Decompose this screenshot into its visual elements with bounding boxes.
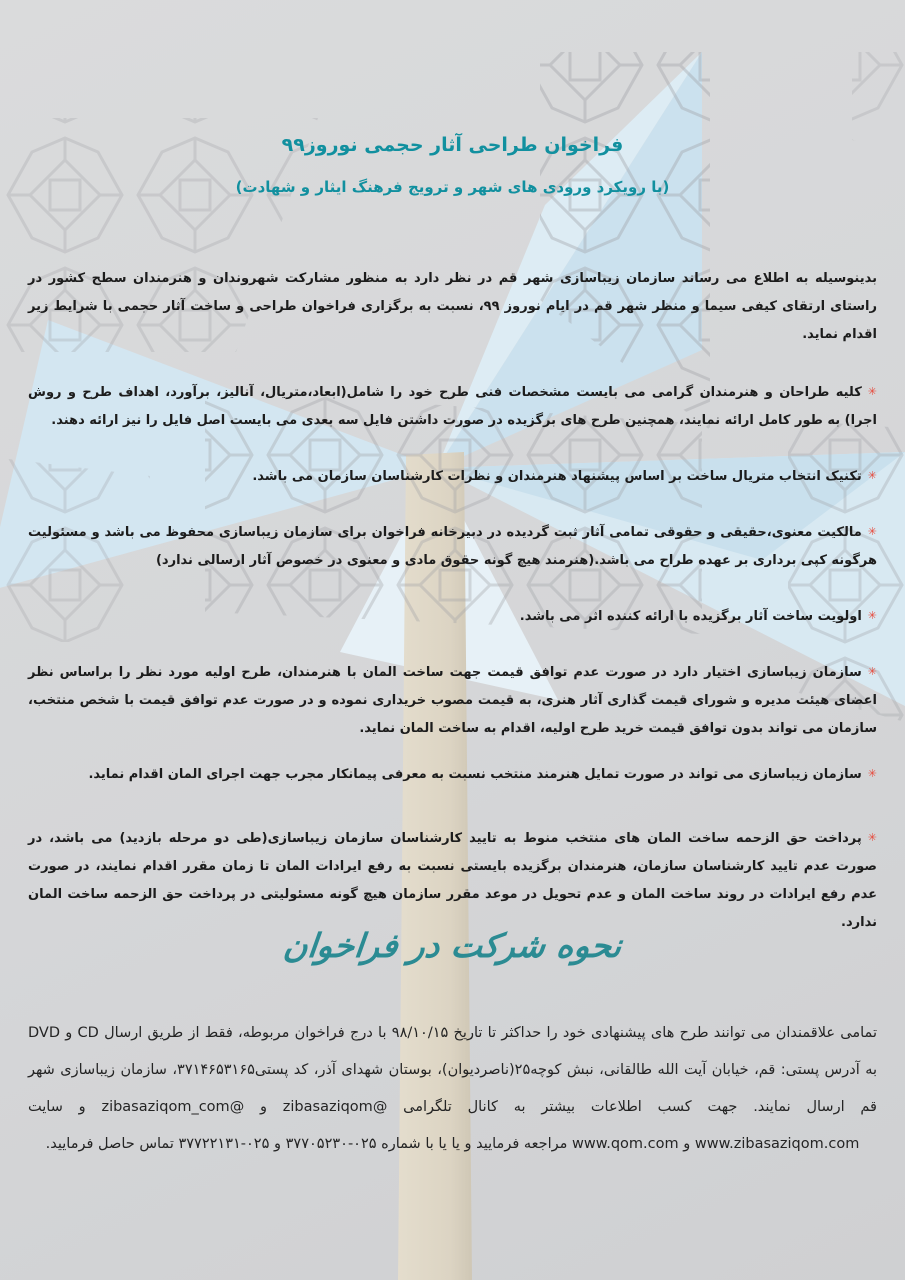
terms-item-text: اولویت ساخت آثار برگزیده با ارائه کننده اثر می باشد. bbox=[519, 609, 862, 624]
terms-item bbox=[28, 379, 877, 435]
page-subtitle: (با رویکرد ورودی های شهر و ترویج فرهنگ ایثار و شهادت) bbox=[235, 178, 670, 196]
page-title: فراخوان طراحی آثار حجمی نوروز۹۹ bbox=[281, 134, 624, 156]
terms-item-text: تکنیک انتخاب متریال ساخت بر اساس پیشنهاد هنرمندان و نظرات کارشناسان سازمان می باشد. bbox=[252, 469, 862, 484]
terms-item bbox=[28, 659, 877, 743]
terms-item bbox=[28, 519, 877, 575]
terms-item-text: سازمان زیباسازی اختیار دارد در صورت عدم توافق قیمت جهت ساخت المان با هنرمندان، طرح اولیه مورد نظر را براساس نظر اعضای هیئت مدیره و شورای قیمت گذاری آثار هنری، به قیمت مصوب خریداری نموده و در صورت عدم توافق قیمت با شخص منتخب، سازمان می تواند بدون توافق قیمت خرید طرح اولیه، اقدام به ساخت المان نماید. bbox=[28, 665, 877, 736]
asterisk-bullet-icon: ✳ bbox=[867, 385, 877, 398]
terms-item-text: کلیه طراحان و هنرمندان گرامی می بایست مشخصات فنی طرح خود را شامل(ابعاد،متریال، آنالیز، برآورد، اهداف طرح و روش اجرا) به طور کامل ارائه نمایند، همچنین طرح های برگزیده در صورت داشتن فایل سه بعدی می بایست اصل فایل را نیز ارائه دهند. bbox=[28, 385, 877, 428]
terms-item bbox=[28, 825, 877, 937]
participation-instructions: تمامی علاقمندان می توانند طرح های پیشنهادی خود را حداکثر تا تاریخ ۹۸/۱۰/۱۵ با درج فراخوان مربوطه، فقط از طریق ارسال CD و DVD به آدرس پستی: قم، خیابان آیت الله طالقانی، نبش کوچه۲۵(ناصردیوان)، بوستان شهدای آذر، کد پستی۳۷۱۴۶۵۳۱۶۵، سازمان زیباسازی شهر قم ارسال نمایند. جهت کسب اطلاعات بیشتر به کانال تلگرامی @zibasaziqom و @zibasaziqom_com و سایت www.zibasaziqom.com و www.qom.com مراجعه فرمایید و یا یا با شماره ۰۲۵-۳۷۷۰۵۲۳۰ و ۰۲۵-۳۷۷۲۲۱۳۱ تماس حاصل فرمایید. bbox=[28, 1024, 878, 1152]
participation-heading-calligraphy: نحوه شرکت در فراخوان bbox=[281, 926, 624, 965]
terms-item-text: مالکیت معنوی،حقیقی و حقوقی تمامی آثار ثبت گردیده در دبیرخانه فراخوان برای سازمان زیباسازی محفوظ می باشد و مسئولیت هرگونه کپی برداری بر عهده طراح می باشد.(هنرمند هیچ گونه حقوق مادی و معنوی در خصوص آثار ارسالی ندارد) bbox=[28, 525, 877, 568]
asterisk-bullet-icon: ✳ bbox=[867, 767, 877, 780]
terms-item bbox=[28, 463, 877, 491]
asterisk-bullet-icon: ✳ bbox=[867, 831, 877, 844]
terms-item bbox=[28, 761, 877, 789]
terms-item bbox=[28, 603, 877, 631]
terms-item-text: پرداخت حق الزحمه ساخت المان های منتخب منوط به تایید کارشناسان سازمان زیباسازی(طی دو مرحله بازدید) می باشد، در صورت عدم تایید کارشناسان سازمان، هنرمندان برگزیده بایستی نسبت به رفع ایرادات المان تا زمان مقرر اقدام نمایند، در صورت عدم رفع ایرادات در روند ساخت المان و عدم تحویل در موعد مقرر سازمان هیچ گونه مسئولیتی در پرداخت حق الزحمه ساخت المان ندارد. bbox=[28, 831, 877, 930]
asterisk-bullet-icon: ✳ bbox=[867, 525, 877, 538]
asterisk-bullet-icon: ✳ bbox=[867, 469, 877, 482]
terms-item-text: سازمان زیباسازی می تواند در صورت تمایل هنرمند منتخب نسبت به معرفی پیمانکار مجرب جهت اجرای المان اقدام نماید. bbox=[88, 767, 862, 782]
asterisk-bullet-icon: ✳ bbox=[867, 665, 877, 678]
asterisk-bullet-icon: ✳ bbox=[867, 609, 877, 622]
intro-paragraph: بدینوسیله به اطلاع می رساند سازمان زیباسازی شهر قم در نظر دارد به منظور مشارکت شهروندان و هنرمندان سطح کشور در راستای ارتقای کیفی سیما و منظر شهر قم در ایام نوروز ۹۹، نسبت به برگزاری فراخوان طراحی و ساخت آثار حجمی با شرایط زیر اقدام نماید. bbox=[28, 271, 877, 342]
